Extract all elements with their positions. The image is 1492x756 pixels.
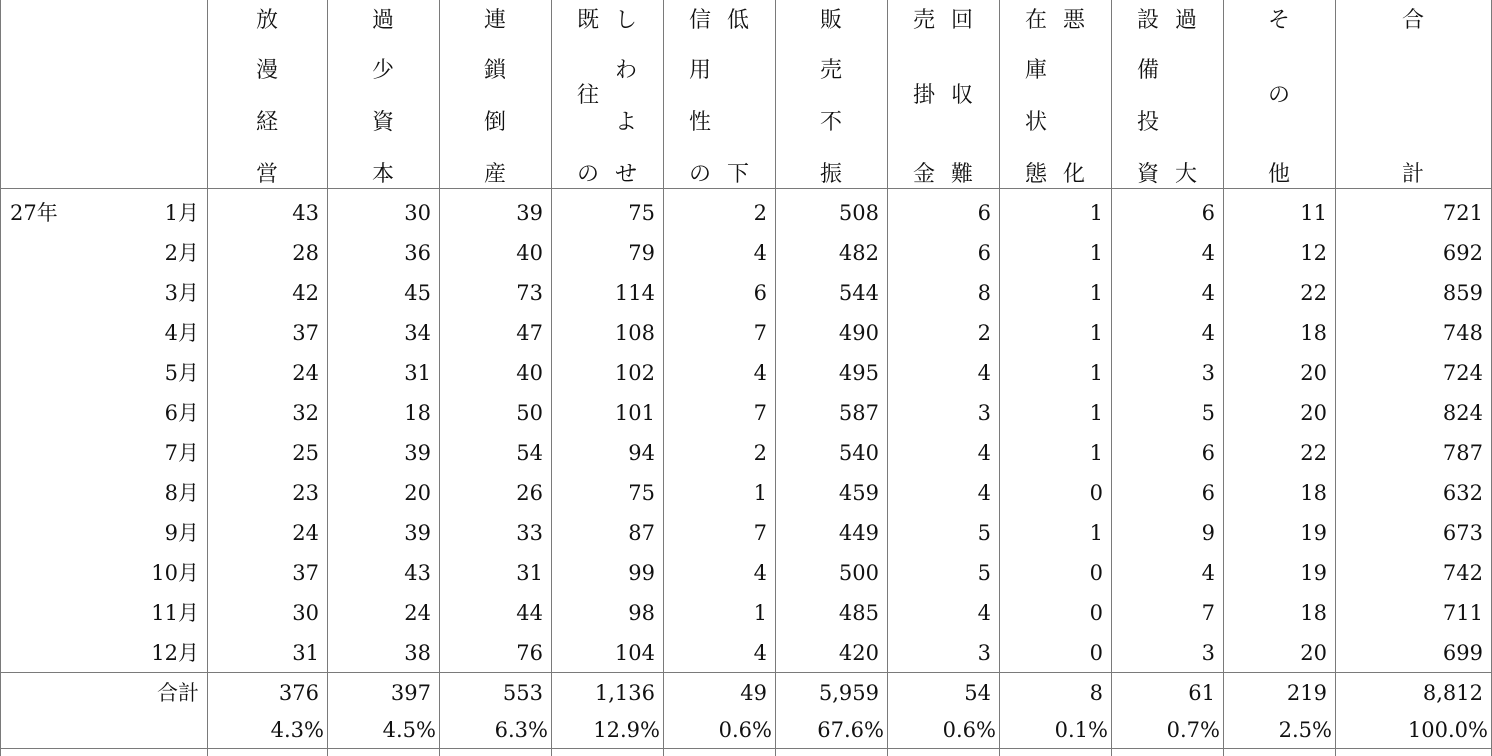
- cell-setsubi: 5: [1201, 401, 1215, 425]
- header-char: 販: [820, 8, 843, 33]
- cell-urikake: 4: [977, 361, 991, 385]
- cell-hanbai: 420: [838, 641, 879, 665]
- header-char: 回: [951, 8, 974, 33]
- cell-sonota: 18: [1300, 601, 1327, 625]
- percent-sonota: 2.5%: [1278, 718, 1332, 742]
- cell-urikake: 6: [977, 201, 991, 225]
- header-char: せ: [615, 162, 638, 187]
- cell-setsubi: 7: [1201, 601, 1215, 625]
- header-char: 性: [688, 110, 711, 135]
- header-urikake: [887, 0, 999, 188]
- cell-setsubi: 4: [1201, 241, 1215, 265]
- cell-kasho: 34: [404, 321, 431, 345]
- cell-zaiko: 1: [1089, 401, 1103, 425]
- header-char: 投: [1136, 110, 1159, 135]
- total-shinyo: 49: [740, 681, 767, 705]
- total-kasho: 397: [390, 681, 431, 705]
- cell-kasho: 31: [404, 361, 431, 385]
- cell-kasho: 18: [404, 401, 431, 425]
- header-char: し: [615, 8, 638, 33]
- header-char: の: [688, 162, 711, 187]
- cell-setsubi: 6: [1201, 441, 1215, 465]
- cell-goukei: 699: [1442, 641, 1483, 665]
- cell-urikake: 5: [977, 561, 991, 585]
- cell-houman: 31: [292, 641, 319, 665]
- header-char: 過: [372, 8, 395, 33]
- cell-zaiko: 1: [1089, 321, 1103, 345]
- header-char: 少: [372, 58, 395, 83]
- cell-sonota: 19: [1300, 521, 1327, 545]
- header-char: の: [576, 162, 599, 187]
- cell-rensa: 39: [516, 201, 543, 225]
- cell-hanbai: 482: [838, 241, 879, 265]
- cell-sonota: 19: [1300, 561, 1327, 585]
- cell-hanbai: 508: [838, 201, 879, 225]
- month-label: 11月: [151, 601, 199, 625]
- header-char: 金: [912, 162, 935, 187]
- cell-sonota: 18: [1300, 321, 1327, 345]
- cell-setsubi: 6: [1201, 481, 1215, 505]
- cell-shinyo: 4: [753, 641, 767, 665]
- header-char: 状: [1024, 110, 1047, 135]
- cell-houman: 37: [292, 321, 319, 345]
- header-char: 化: [1063, 162, 1086, 187]
- cell-hanbai: 490: [838, 321, 879, 345]
- row-divider: [0, 188, 1492, 189]
- table-row: [0, 593, 1492, 633]
- month-label: 6月: [164, 401, 199, 425]
- cell-sonota: 22: [1300, 441, 1327, 465]
- header-sonota: [1223, 0, 1335, 188]
- header-zaiko: [999, 0, 1111, 188]
- header-char: そ: [1268, 8, 1291, 33]
- cell-shinyo: 4: [753, 241, 767, 265]
- month-label: 8月: [164, 481, 199, 505]
- header-hanbai: [775, 0, 887, 188]
- cell-goukei: 742: [1442, 561, 1483, 585]
- cell-hanbai: 540: [838, 441, 879, 465]
- cell-zaiko: 1: [1089, 201, 1103, 225]
- cell-kishi: 79: [628, 241, 655, 265]
- cell-houman: 24: [292, 361, 319, 385]
- cell-kishi: 75: [628, 201, 655, 225]
- cell-urikake: 8: [977, 281, 991, 305]
- cell-zaiko: 0: [1089, 601, 1103, 625]
- total-hanbai: 5,959: [818, 681, 879, 705]
- percent-zaiko: 0.1%: [1054, 718, 1108, 742]
- header-rensa: [439, 0, 551, 188]
- header-char: 過: [1175, 8, 1198, 33]
- cell-kasho: 36: [404, 241, 431, 265]
- table-row: [0, 553, 1492, 593]
- cell-kishi: 102: [614, 361, 655, 385]
- year-label: 27年: [10, 201, 58, 225]
- cell-goukei: 673: [1442, 521, 1483, 545]
- cell-shinyo: 2: [753, 441, 767, 465]
- header-char: わ: [615, 58, 638, 83]
- header-char: 放: [256, 8, 279, 33]
- header-char: 往: [576, 83, 599, 108]
- cell-kishi: 98: [628, 601, 655, 625]
- total-kishi: 1,136: [594, 681, 655, 705]
- total-zaiko: 8: [1089, 681, 1103, 705]
- month-label: 1月: [164, 201, 199, 225]
- cell-setsubi: 3: [1201, 361, 1215, 385]
- header-houman: [207, 0, 327, 188]
- cell-kasho: 30: [404, 201, 431, 225]
- header-char: 漫: [256, 58, 279, 83]
- cell-rensa: 26: [516, 481, 543, 505]
- cell-sonota: 12: [1300, 241, 1327, 265]
- total-houman: 376: [278, 681, 319, 705]
- cell-houman: 28: [292, 241, 319, 265]
- cell-zaiko: 1: [1089, 441, 1103, 465]
- header-char: 悪: [1063, 8, 1086, 33]
- cell-urikake: 4: [977, 601, 991, 625]
- cell-zaiko: 0: [1089, 481, 1103, 505]
- percent-houman: 4.3%: [270, 718, 324, 742]
- cell-hanbai: 544: [838, 281, 879, 305]
- header-char: 不: [820, 110, 843, 135]
- cell-rensa: 40: [516, 361, 543, 385]
- cell-shinyo: 2: [753, 201, 767, 225]
- header-char: 庫: [1024, 58, 1047, 83]
- cell-zaiko: 1: [1089, 281, 1103, 305]
- cell-kishi: 75: [628, 481, 655, 505]
- cell-setsubi: 3: [1201, 641, 1215, 665]
- cell-kishi: 104: [614, 641, 655, 665]
- cell-houman: 25: [292, 441, 319, 465]
- cell-sonota: 20: [1300, 361, 1327, 385]
- percent-setsubi: 0.7%: [1166, 718, 1220, 742]
- cell-hanbai: 495: [838, 361, 879, 385]
- header-char: 備: [1136, 58, 1159, 83]
- percent-row: [0, 713, 1492, 748]
- month-label: 10月: [151, 561, 199, 585]
- total-label: 合計: [157, 681, 199, 705]
- percent-urikake: 0.6%: [942, 718, 996, 742]
- total-rensa: 553: [502, 681, 543, 705]
- table-row: [0, 233, 1492, 273]
- cell-kasho: 20: [404, 481, 431, 505]
- cell-hanbai: 459: [838, 481, 879, 505]
- cell-sonota: 20: [1300, 401, 1327, 425]
- header-char: 振: [820, 162, 843, 187]
- cell-goukei: 632: [1442, 481, 1483, 505]
- header-char: 売: [912, 8, 935, 33]
- header-char: 大: [1175, 162, 1198, 187]
- header-char: 連: [484, 8, 507, 33]
- cell-shinyo: 7: [753, 321, 767, 345]
- cell-urikake: 4: [977, 441, 991, 465]
- cell-goukei: 692: [1442, 241, 1483, 265]
- cell-hanbai: 500: [838, 561, 879, 585]
- cell-goukei: 748: [1442, 321, 1483, 345]
- cell-goukei: 859: [1442, 281, 1483, 305]
- cell-kasho: 45: [404, 281, 431, 305]
- cell-houman: 23: [292, 481, 319, 505]
- cell-goukei: 721: [1442, 201, 1483, 225]
- header-char: 難: [951, 162, 974, 187]
- table-row: [0, 513, 1492, 553]
- header-char: 低: [727, 8, 750, 33]
- cell-rensa: 76: [516, 641, 543, 665]
- cell-kasho: 43: [404, 561, 431, 585]
- cell-setsubi: 6: [1201, 201, 1215, 225]
- header-char: 計: [1402, 162, 1425, 187]
- cell-kishi: 94: [628, 441, 655, 465]
- cell-shinyo: 1: [753, 601, 767, 625]
- cell-urikake: 3: [977, 401, 991, 425]
- cell-kasho: 39: [404, 521, 431, 545]
- header-char: 売: [820, 58, 843, 83]
- total-urikake: 54: [964, 681, 991, 705]
- total-row: [0, 673, 1492, 713]
- header-char: 営: [256, 162, 279, 187]
- row-divider: [0, 748, 1492, 749]
- table-row: [0, 393, 1492, 433]
- header-goukei: [1335, 0, 1491, 188]
- header-kasho: [327, 0, 439, 188]
- cell-zaiko: 1: [1089, 521, 1103, 545]
- header-char: 設: [1136, 8, 1159, 33]
- cell-setsubi: 4: [1201, 561, 1215, 585]
- cell-kishi: 87: [628, 521, 655, 545]
- cell-hanbai: 485: [838, 601, 879, 625]
- cell-shinyo: 7: [753, 521, 767, 545]
- month-label: 3月: [164, 281, 199, 305]
- total-goukei: 8,812: [1422, 681, 1483, 705]
- header-char: 既: [576, 8, 599, 33]
- cell-shinyo: 4: [753, 561, 767, 585]
- cell-sonota: 20: [1300, 641, 1327, 665]
- header-char: 本: [372, 162, 395, 187]
- cell-houman: 24: [292, 521, 319, 545]
- cell-goukei: 724: [1442, 361, 1483, 385]
- cell-zaiko: 1: [1089, 241, 1103, 265]
- header-char: 収: [951, 83, 974, 108]
- header-char: 他: [1268, 162, 1291, 187]
- cell-houman: 30: [292, 601, 319, 625]
- month-label: 4月: [164, 321, 199, 345]
- header-shinyo: [663, 0, 775, 188]
- table-row: [0, 433, 1492, 473]
- cell-setsubi: 4: [1201, 321, 1215, 345]
- cell-urikake: 5: [977, 521, 991, 545]
- percent-rensa: 6.3%: [494, 718, 548, 742]
- header-char: 資: [1136, 162, 1159, 187]
- cell-hanbai: 449: [838, 521, 879, 545]
- header-kishi: [551, 0, 663, 188]
- cell-kasho: 39: [404, 441, 431, 465]
- cell-sonota: 11: [1300, 201, 1327, 225]
- cell-shinyo: 4: [753, 361, 767, 385]
- header-char: よ: [615, 110, 638, 135]
- month-label: 2月: [164, 241, 199, 265]
- table-row: [0, 313, 1492, 353]
- cell-urikake: 6: [977, 241, 991, 265]
- cell-rensa: 54: [516, 441, 543, 465]
- header-setsubi: [1111, 0, 1223, 188]
- cell-kishi: 108: [614, 321, 655, 345]
- cell-houman: 42: [292, 281, 319, 305]
- percent-hanbai: 67.6%: [817, 718, 884, 742]
- header-char: 倒: [484, 110, 507, 135]
- table-row: [0, 633, 1492, 673]
- cell-kishi: 114: [614, 281, 655, 305]
- total-setsubi: 61: [1188, 681, 1215, 705]
- header-char: 在: [1024, 8, 1047, 33]
- header-char: 資: [372, 110, 395, 135]
- cell-rensa: 50: [516, 401, 543, 425]
- cell-setsubi: 9: [1201, 521, 1215, 545]
- header-char: 合: [1402, 8, 1425, 33]
- cell-rensa: 47: [516, 321, 543, 345]
- cell-kasho: 38: [404, 641, 431, 665]
- month-label: 12月: [151, 641, 199, 665]
- cell-kishi: 99: [628, 561, 655, 585]
- header-char: 用: [688, 58, 711, 83]
- cell-urikake: 3: [977, 641, 991, 665]
- cell-rensa: 33: [516, 521, 543, 545]
- percent-shinyo: 0.6%: [718, 718, 772, 742]
- percent-kasho: 4.5%: [382, 718, 436, 742]
- cell-goukei: 824: [1442, 401, 1483, 425]
- cell-shinyo: 1: [753, 481, 767, 505]
- cell-zaiko: 0: [1089, 561, 1103, 585]
- cell-zaiko: 1: [1089, 361, 1103, 385]
- month-label: 9月: [164, 521, 199, 545]
- cell-sonota: 22: [1300, 281, 1327, 305]
- cell-sonota: 18: [1300, 481, 1327, 505]
- header-char: 経: [256, 110, 279, 135]
- cell-rensa: 44: [516, 601, 543, 625]
- percent-kishi: 12.9%: [593, 718, 660, 742]
- cell-goukei: 711: [1442, 601, 1483, 625]
- cell-houman: 32: [292, 401, 319, 425]
- percent-goukei: 100.0%: [1407, 718, 1488, 742]
- header-char: 信: [688, 8, 711, 33]
- cell-shinyo: 7: [753, 401, 767, 425]
- cell-houman: 37: [292, 561, 319, 585]
- cell-urikake: 4: [977, 481, 991, 505]
- cell-rensa: 73: [516, 281, 543, 305]
- header-char: の: [1268, 83, 1291, 108]
- header-char: 掛: [912, 83, 935, 108]
- cell-urikake: 2: [977, 321, 991, 345]
- cell-shinyo: 6: [753, 281, 767, 305]
- cell-goukei: 787: [1442, 441, 1483, 465]
- cell-setsubi: 4: [1201, 281, 1215, 305]
- cell-zaiko: 0: [1089, 641, 1103, 665]
- cell-kishi: 101: [614, 401, 655, 425]
- table-row: [0, 353, 1492, 393]
- header-char: 産: [484, 162, 507, 187]
- table-row: [0, 193, 1492, 233]
- cell-kasho: 24: [404, 601, 431, 625]
- cell-houman: 43: [292, 201, 319, 225]
- table-row: [0, 273, 1492, 313]
- cell-hanbai: 587: [838, 401, 879, 425]
- header-char: 下: [727, 162, 750, 187]
- cell-rensa: 31: [516, 561, 543, 585]
- total-sonota: 219: [1286, 681, 1327, 705]
- header-char: 態: [1024, 162, 1047, 187]
- month-label: 5月: [164, 361, 199, 385]
- cell-rensa: 40: [516, 241, 543, 265]
- month-label: 7月: [164, 441, 199, 465]
- header-char: 鎖: [484, 58, 507, 83]
- table-row: [0, 473, 1492, 513]
